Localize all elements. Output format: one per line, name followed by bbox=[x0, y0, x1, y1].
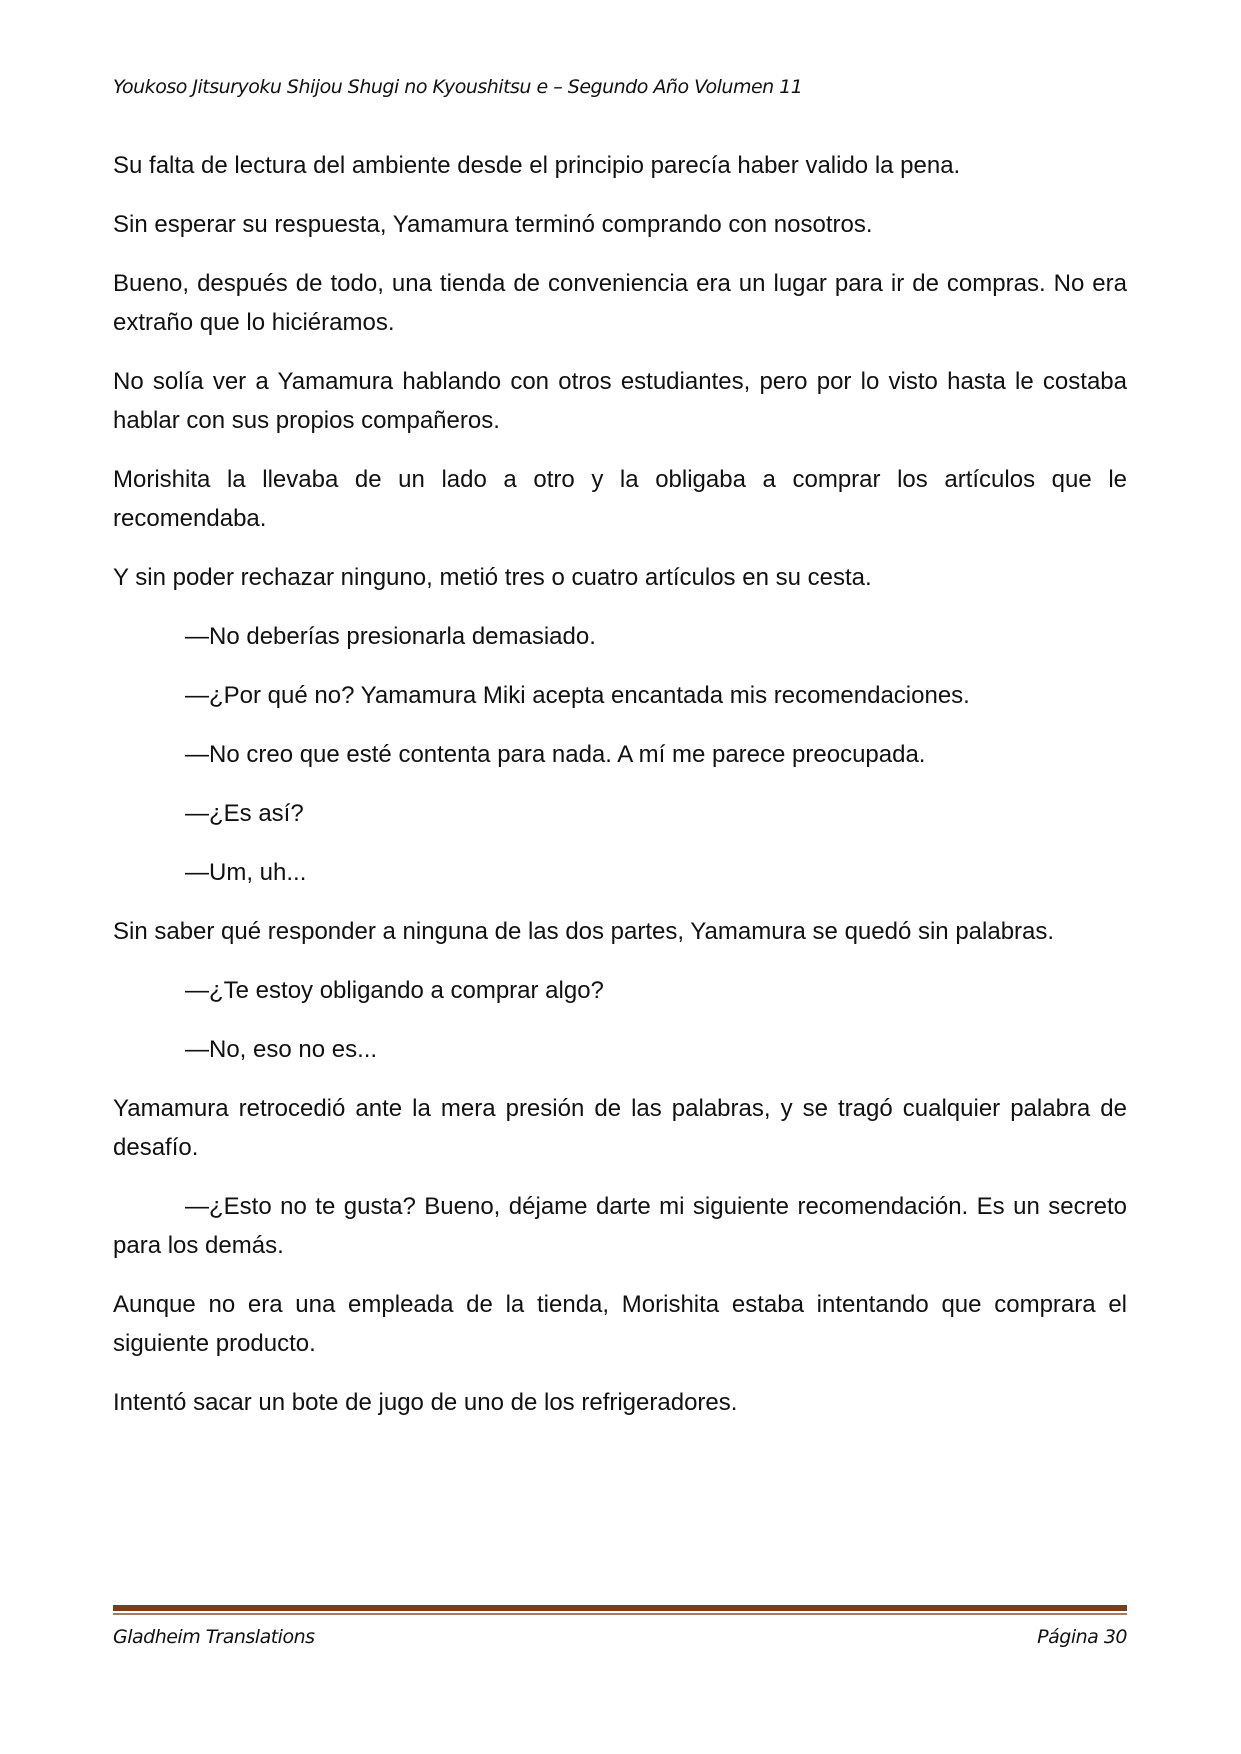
page-number: Página 30 bbox=[1037, 1626, 1127, 1648]
running-header: Youkoso Jitsuryoku Shijou Shugi no Kyoushitsu e – Segundo Año Volumen 11 bbox=[113, 76, 803, 98]
dialogue-paragraph: —Um, uh... bbox=[185, 859, 307, 886]
footer-divider-thin bbox=[113, 1613, 1127, 1615]
footer-publisher: Gladheim Translations bbox=[113, 1626, 315, 1648]
paragraph: Morishita la llevaba de un lado a otro y la obligaba a comprar los artículos que le recomendaba. bbox=[113, 466, 1127, 532]
paragraph: Yamamura retrocedió ante la mera presión de las palabras, y se tragó cualquier palabra de desafío. bbox=[113, 1095, 1127, 1161]
paragraph: Su falta de lectura del ambiente desde el principio parecía haber valido la pena. bbox=[113, 152, 961, 179]
paragraph: Y sin poder rechazar ninguno, metió tres o cuatro artículos en su cesta. bbox=[113, 564, 872, 591]
dialogue-paragraph: —No, eso no es... bbox=[185, 1036, 378, 1063]
dialogue-paragraph: —¿Te estoy obligando a comprar algo? bbox=[185, 977, 604, 1004]
paragraph: Sin saber qué responder a ninguna de las dos partes, Yamamura se quedó sin palabras. bbox=[113, 918, 1055, 945]
dialogue-paragraph: —¿Esto no te gusta? Bueno, déjame darte mi siguiente recomendación. Es un secreto para los demás. bbox=[113, 1193, 1127, 1259]
paragraph: Bueno, después de todo, una tienda de conveniencia era un lugar para ir de compras. No era extraño que lo hiciéramos. bbox=[113, 270, 1127, 336]
paragraph: Aunque no era una empleada de la tienda, Morishita estaba intentando que comprara el siguiente producto. bbox=[113, 1291, 1127, 1357]
footer-divider-thick bbox=[113, 1605, 1127, 1611]
paragraph: No solía ver a Yamamura hablando con otros estudiantes, pero por lo visto hasta le costaba hablar con sus propios compañeros. bbox=[113, 368, 1127, 434]
paragraph: Sin esperar su respuesta, Yamamura terminó comprando con nosotros. bbox=[113, 211, 873, 238]
dialogue-paragraph: —No deberías presionarla demasiado. bbox=[185, 623, 596, 650]
paragraph: Intentó sacar un bote de jugo de uno de los refrigeradores. bbox=[113, 1389, 738, 1416]
footer-divider bbox=[113, 1605, 1127, 1615]
dialogue-paragraph: —No creo que esté contenta para nada. A mí me parece preocupada. bbox=[185, 741, 926, 768]
page-body bbox=[113, 146, 1127, 1442]
dialogue-paragraph: —¿Por qué no? Yamamura Miki acepta encantada mis recomendaciones. bbox=[185, 682, 970, 709]
dialogue-paragraph: —¿Es así? bbox=[185, 800, 304, 827]
